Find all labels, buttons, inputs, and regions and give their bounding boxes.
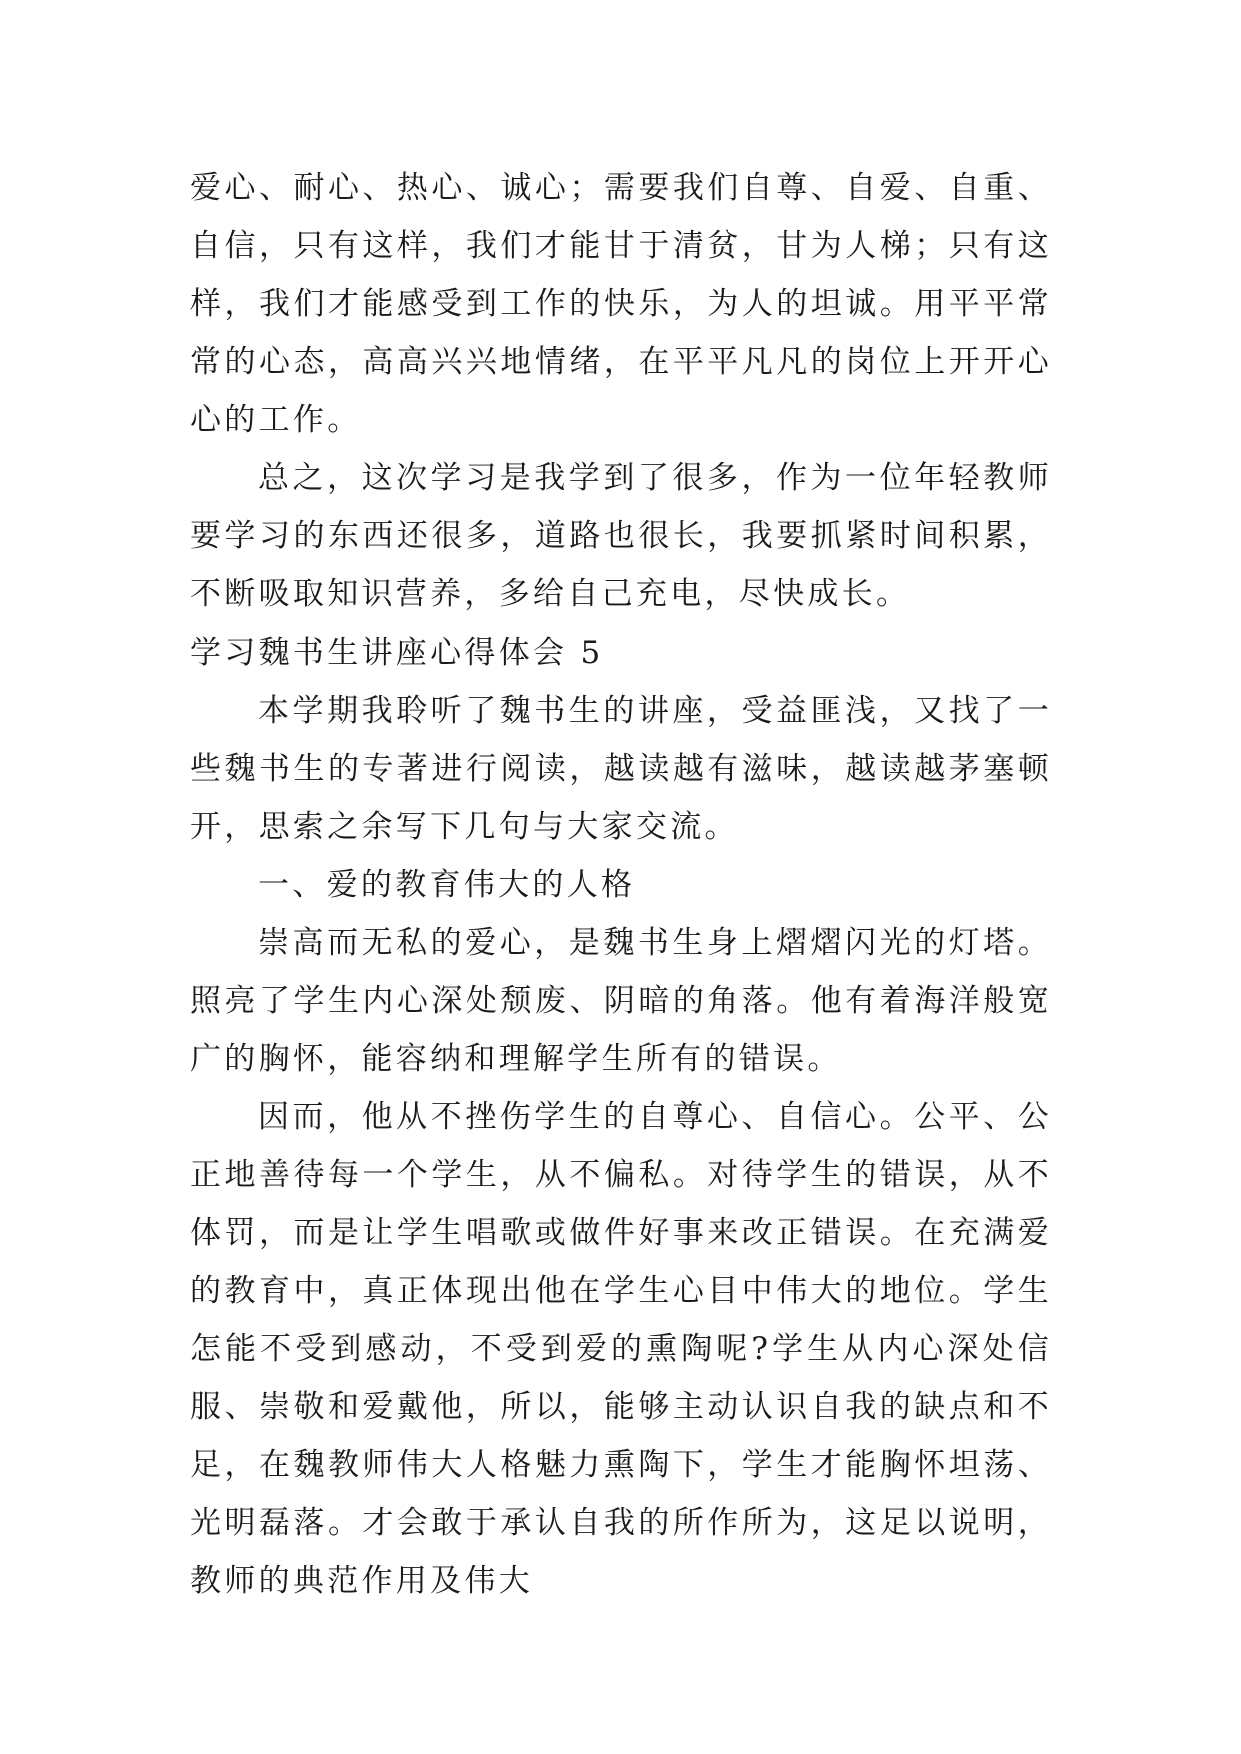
subheading: 一、爱的教育伟大的人格 [258,867,636,903]
section-paragraph: 本学期我聆听了魏书生的讲座，受益匪浅，又找了一些魏书生的专著进行阅读，越读越有滋味，越读越茅塞顿开，思索之余写下几句与大家交流。 [190,693,1052,845]
paragraph-summary: 总之，这次学习是我学到了很多，作为一位年轻教师要学习的东西还很多，道路也很长，我要抓紧时间积累，不断吸取知识营养，多给自己充电，尽快成长。 [190,460,1052,612]
section-paragraph: 因而，他从不挫伤学生的自尊心、自信心。公平、公正地善待每一个学生，从不偏私。对待学生的错误，从不体罚，而是让学生唱歌或做件好事来改正错误。在充满爱的教育中，真正体现出他在学生心目中伟大的地位。学生怎能不受到感动，不受到爱的熏陶呢?学生从内心深处信服、崇敬和爱戴他，所以，能够主动认识自我的缺点和不足，在魏教师伟大人格魅力熏陶下，学生才能胸怀坦荡、光明磊落。才会敢于承认自我的所作所为，这足以说明，教师的典范作用及伟大 [190,1099,1052,1599]
paragraph-continued: 爱心、耐心、热心、诚心；需要我们自尊、自爱、自重、自信，只有这样，我们才能甘于清贫，甘为人梯；只有这样，我们才能感受到工作的快乐，为人的坦诚。用平平常常的心态，高高兴兴地情绪，在平平凡凡的岗位上开开心心的工作。 [190,170,1052,438]
section-block [190,624,1052,1610]
section-paragraph: 崇高而无私的爱心，是魏书生身上熠熠闪光的灯塔。照亮了学生内心深处颓废、阴暗的角落。他有着海洋般宽广的胸怀，能容纳和理解学生所有的错误。 [190,925,1052,1077]
top-text-block [190,159,1052,623]
section-title: 学习魏书生讲座心得体会 5 [190,635,604,671]
